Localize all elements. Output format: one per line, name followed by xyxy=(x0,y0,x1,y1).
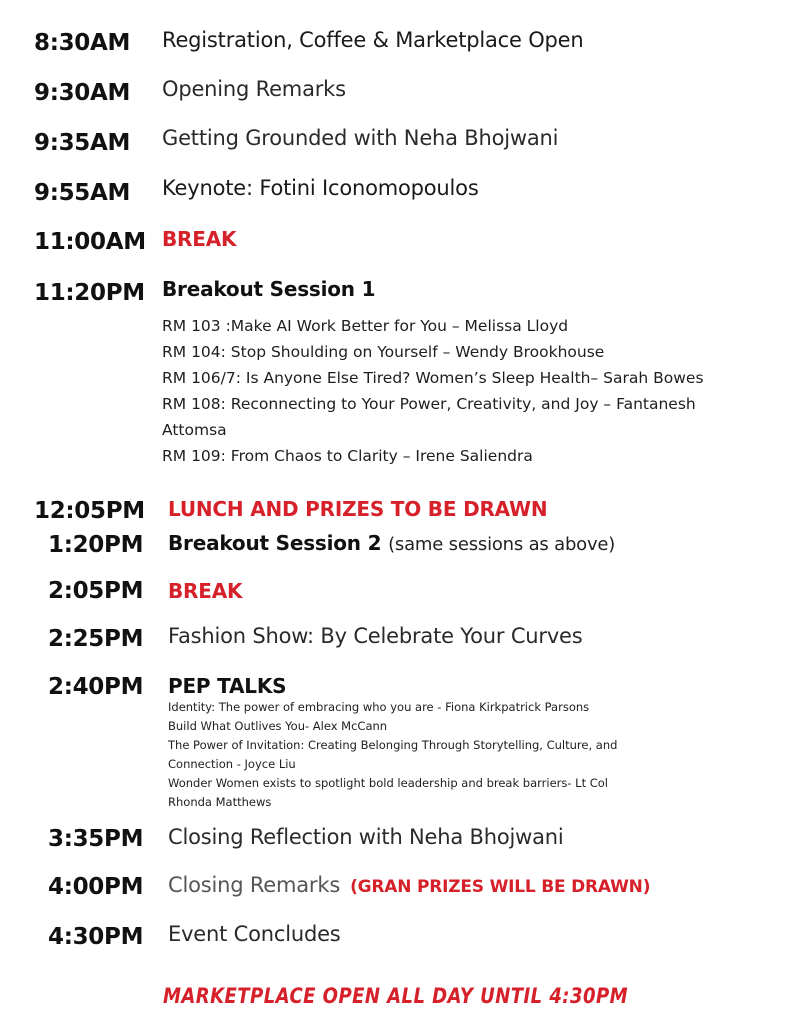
time-label: 9:55AM xyxy=(34,180,131,206)
room-item: RM 106/7: Is Anyone Else Tired? Women’s Sleep Health– Sarah Bowes xyxy=(162,369,704,387)
time-label: 11:20PM xyxy=(34,280,145,306)
pep-talk-item: Build What Outlives You- Alex McCann xyxy=(168,719,388,733)
pep-talk-item: Identity: The power of embracing who you are - Fiona Kirkpatrick Parsons xyxy=(168,700,590,714)
event-title: Closing Reflection with Neha Bhojwani xyxy=(168,825,564,849)
time-label: 9:30AM xyxy=(34,80,131,106)
time-label: 8:30AM xyxy=(34,30,131,56)
breakout-room-list xyxy=(162,313,704,469)
event-title: Registration, Coffee & Marketplace Open xyxy=(162,28,584,52)
session-name: Breakout Session 2 xyxy=(168,531,382,555)
break-label: BREAK xyxy=(162,227,237,251)
event-title: Getting Grounded with Neha Bhojwani xyxy=(162,126,559,150)
time-label: 4:30PM xyxy=(48,924,144,950)
room-item: RM 108: Reconnecting to Your Power, Creativity, and Joy – Fantanesh xyxy=(162,395,696,413)
pep-talk-item: The Power of Invitation: Creating Belonging Through Storytelling, Culture, and xyxy=(168,738,618,752)
session-note: (same sessions as above) xyxy=(388,534,616,555)
break-label: BREAK xyxy=(168,579,243,603)
time-label: 4:00PM xyxy=(48,874,144,900)
pep-talks-title: PEP TALKS xyxy=(168,674,287,698)
event-name: Closing Remarks xyxy=(168,873,341,897)
time-label: 3:35PM xyxy=(48,826,144,852)
room-item: RM 104: Stop Shoulding on Yourself – Wendy Brookhouse xyxy=(162,343,605,361)
event-title: Fashion Show: By Celebrate Your Curves xyxy=(168,624,583,648)
lunch-label: LUNCH AND PRIZES TO BE DRAWN xyxy=(168,497,548,521)
pep-talk-item: Rhonda Matthews xyxy=(168,795,272,809)
time-label: 2:25PM xyxy=(48,626,144,652)
time-label: 2:40PM xyxy=(48,674,144,700)
pep-talk-list xyxy=(168,698,617,812)
marketplace-banner: MARKETPLACE OPEN ALL DAY UNTIL 4:30PM xyxy=(162,984,629,1008)
event-title xyxy=(168,873,650,897)
session-title: Breakout Session 1 xyxy=(162,277,376,301)
prize-note: (GRAN PRIZES WILL BE DRAWN) xyxy=(350,877,651,897)
time-label: 2:05PM xyxy=(48,578,144,604)
room-item: RM 103 :Make AI Work Better for You – Melissa Lloyd xyxy=(162,317,569,335)
pep-talk-item: Wonder Women exists to spotlight bold leadership and break barriers- Lt Col xyxy=(168,776,609,790)
time-label: 12:05PM xyxy=(34,498,145,524)
time-label: 9:35AM xyxy=(34,130,131,156)
event-title: Keynote: Fotini Iconomopoulos xyxy=(162,176,479,200)
room-item: Attomsa xyxy=(162,421,227,439)
room-item: RM 109: From Chaos to Clarity – Irene Saliendra xyxy=(162,447,533,465)
time-label: 11:00AM xyxy=(34,229,146,255)
pep-talk-item: Connection - Joyce Liu xyxy=(168,757,296,771)
event-title: Opening Remarks xyxy=(162,77,346,101)
event-title: Event Concludes xyxy=(168,922,341,946)
session-title xyxy=(168,531,615,555)
time-label: 1:20PM xyxy=(48,532,144,558)
